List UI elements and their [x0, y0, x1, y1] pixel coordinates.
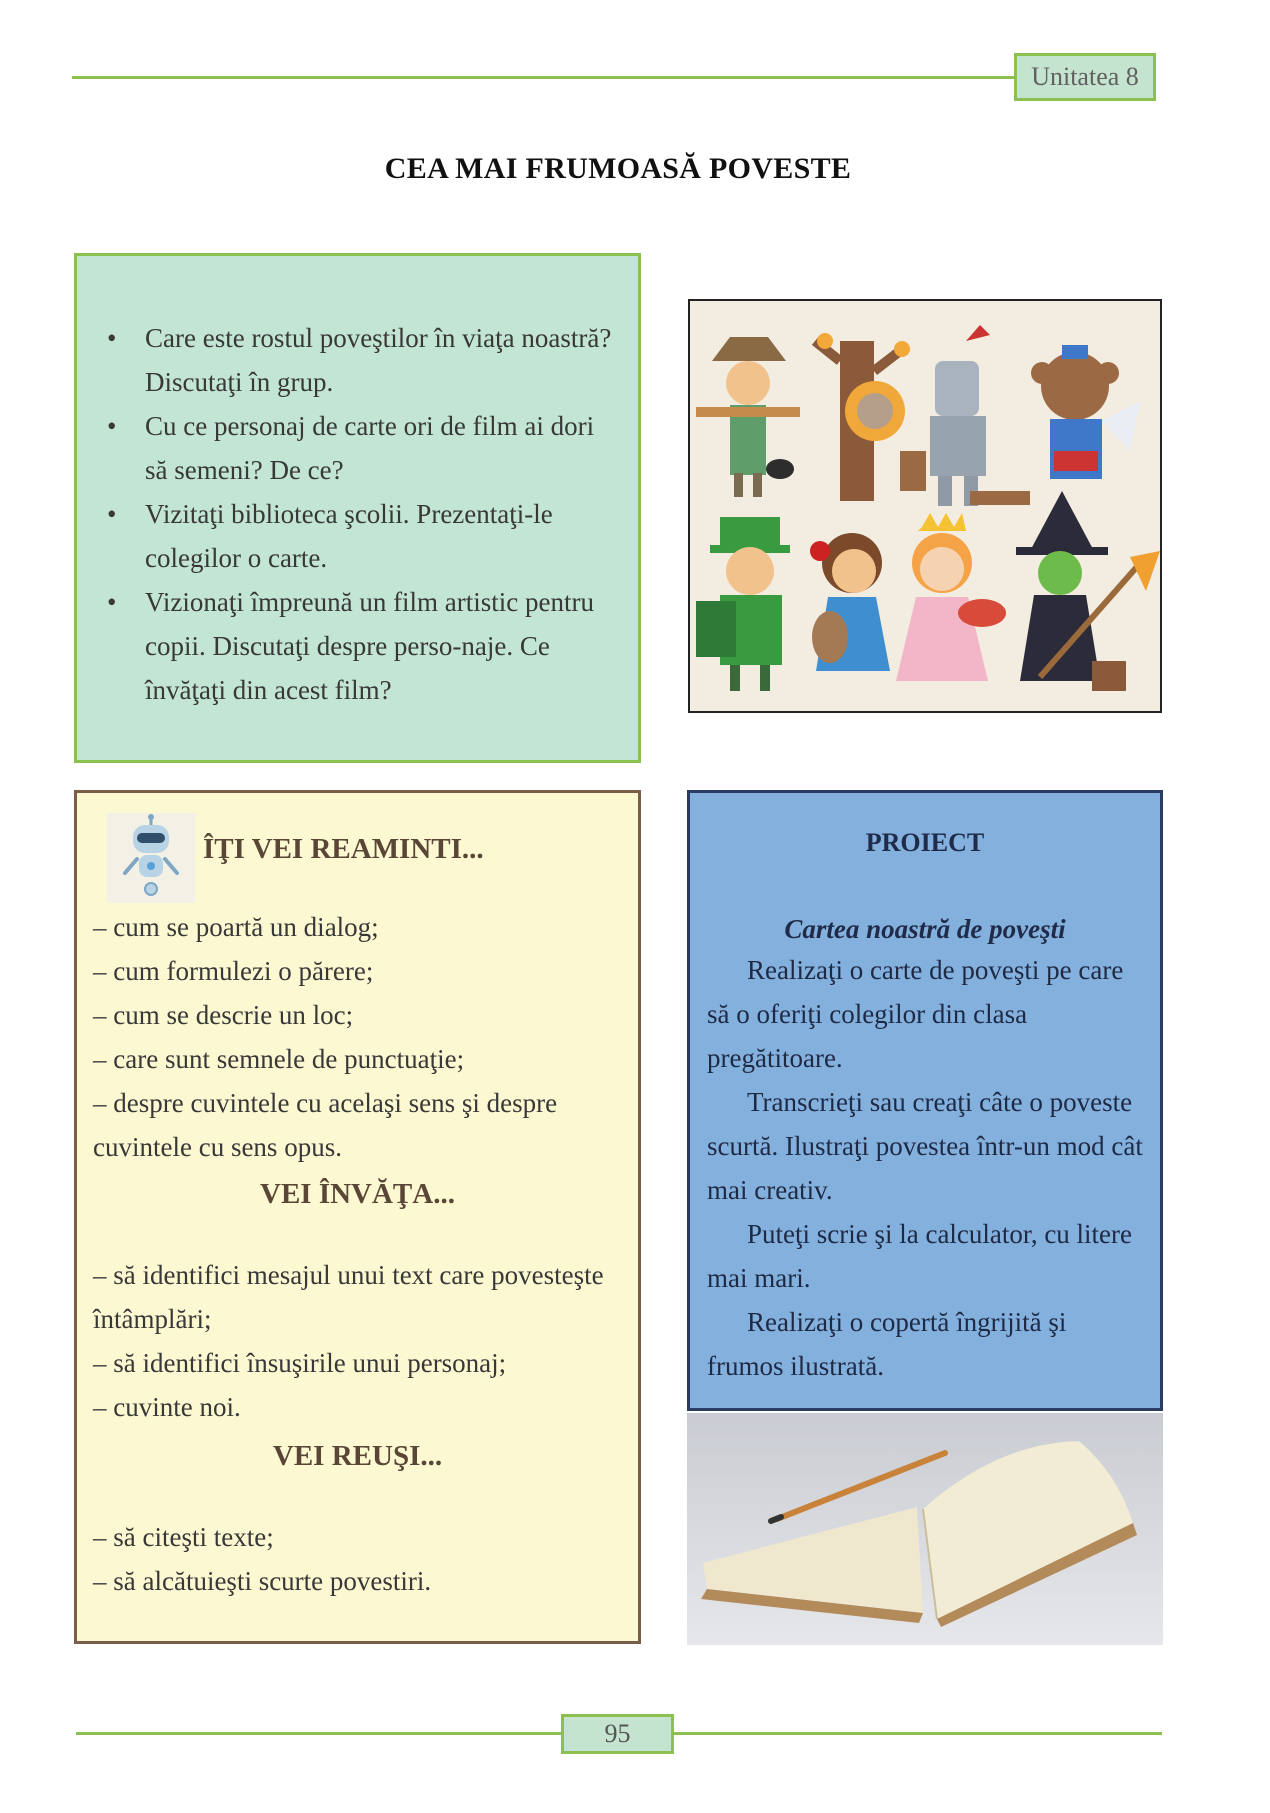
project-subtitle: Cartea noastră de poveşti [784, 914, 1066, 944]
open-book-photo [687, 1413, 1163, 1645]
project-body [707, 948, 1147, 1388]
succeed-item: – să citeşti texte; [93, 1522, 274, 1552]
header-rule [72, 76, 1014, 79]
project-paragraph: Realizaţi o copertă îngrijită şi frumos ilustrată. [707, 1307, 1067, 1381]
bullet-icon: • [107, 411, 117, 441]
bullet-icon: • [107, 499, 117, 529]
learn-list [93, 1253, 633, 1429]
remember-item: – care sunt semnele de punctuaţie; [93, 1044, 465, 1074]
question-item [107, 316, 617, 404]
question-text: Care este rostul poveştilor în viaţa noastră? Discutaţi în grup. [145, 323, 612, 397]
succeed-item: – să alcătuieşti scurte povestiri. [93, 1566, 432, 1596]
remember-item: – cum se poartă un dialog; [93, 912, 379, 942]
robot-icon [107, 813, 195, 903]
question-item [107, 580, 617, 712]
succeed-heading: VEI REUŞI... [272, 1440, 443, 1472]
unit-label: Unitatea 8 [1014, 53, 1156, 101]
succeed-list [93, 1515, 633, 1603]
project-paragraph: Puteţi scrie şi la calculator, cu litere mai mari. [707, 1219, 1133, 1293]
learn-item: – să identifici mesajul unui text care povesteşte întâmplări; [93, 1260, 604, 1334]
learning-objectives-box [74, 790, 641, 1644]
question-item [107, 404, 617, 492]
remember-list [93, 905, 633, 1169]
question-text: Vizionaţi împreună un film artistic pentru copii. Discutaţi despre perso-naje. Ce învăţaţi din acest film? [145, 587, 595, 705]
project-paragraph: Transcrieţi sau creaţi câte o poveste scurtă. Ilustraţi povestea într-un mod cât mai creativ. [707, 1087, 1143, 1205]
questions-list [107, 316, 617, 712]
project-box [687, 790, 1163, 1411]
discussion-questions-box [74, 253, 641, 763]
bullet-icon: • [107, 587, 117, 617]
fairy-tale-characters-illustration [688, 299, 1162, 713]
question-item [107, 492, 617, 580]
learn-item: – cuvinte noi. [93, 1392, 241, 1422]
question-text: Vizitaţi biblioteca şcolii. Prezentaţi-le colegilor o carte. [145, 499, 553, 573]
learn-heading: VEI ÎNVĂŢA... [260, 1178, 455, 1210]
learn-item: – să identifici însuşirile unui personaj; [93, 1348, 507, 1378]
question-text: Cu ce personaj de carte ori de film ai dori să semeni? De ce? [145, 411, 595, 485]
page-number: 95 [561, 1714, 674, 1754]
remember-item: – despre cuvintele cu acelaşi sens şi despre cuvintele cu sens opus. [93, 1088, 558, 1162]
bullet-icon: • [107, 323, 117, 353]
project-paragraph: Realizaţi o carte de poveşti pe care să o oferiţi colegilor din clasa pregătitoare. [707, 955, 1124, 1073]
page-title: CEA MAI FRUMOASĂ POVESTE [384, 152, 852, 185]
remember-item: – cum formulezi o părere; [93, 956, 374, 986]
remember-item: – cum se descrie un loc; [93, 1000, 354, 1030]
remember-heading: ÎŢI VEI REAMINTI... [203, 833, 484, 865]
project-heading: PROIECT [865, 828, 985, 857]
